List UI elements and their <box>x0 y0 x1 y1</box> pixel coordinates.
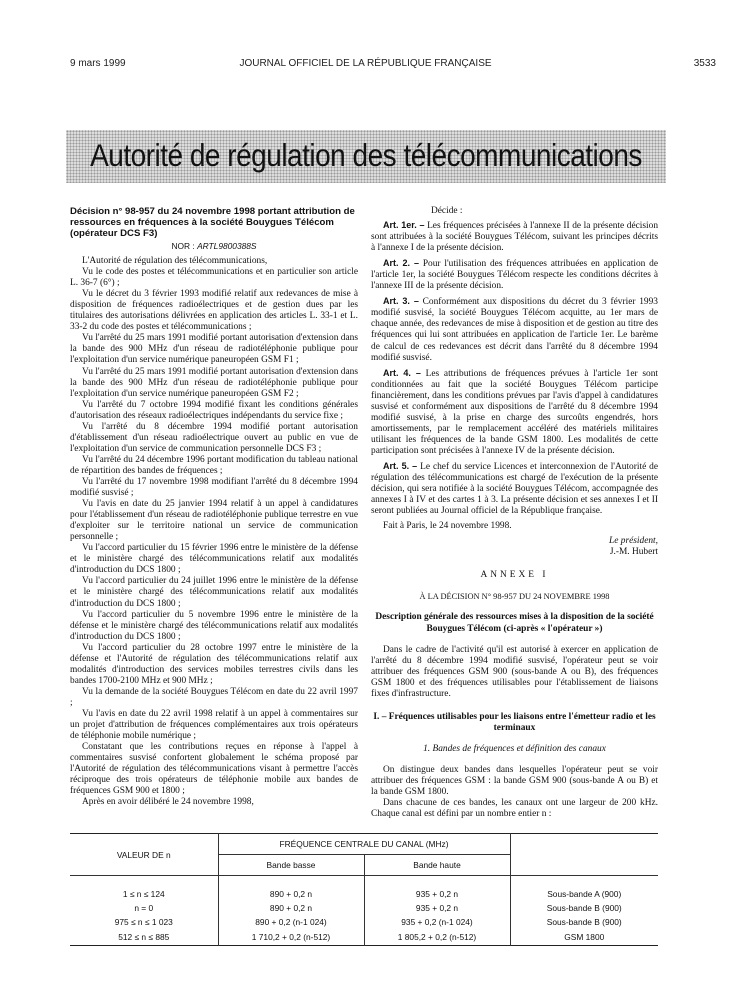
preamble-paragraph: Vu l'arrêté du 17 novembre 1998 modifiant l'arrêté du 8 décembre 1994 modifié susvisé ; <box>70 476 358 499</box>
preamble-paragraph: Vu la demande de la société Bouygues Télécom en date du 22 avril 1997 ; <box>70 686 358 708</box>
table-row <box>70 915 658 929</box>
article-4 <box>371 368 658 457</box>
preamble-paragraph: Vu l'accord particulier du 24 juillet 1996 entre le ministère de la défense et le ministère chargé des télécommunications relatif aux modalités d'introduction du DCS 1800 ; <box>70 576 358 609</box>
article-5 <box>371 461 658 517</box>
article-text: Les attributions de fréquences prévues à l'article 1er sont conditionnées au fait que la société Bouygues Télécom participe financièrement, dans les conditions prévues par l'avis d'appel à candidatures susvisé et conformément aux dispositions de l'arrêté du 8 décembre 1994 modifié susvisé, à la prise en charge des surcoûts engendrés, hors amortissements, par le remplacement accéléré des matériels militaires utilisant les fréquences de la bande GSM 1800. Les modalités de cette participation sont précisées à l'annexe IV de la présente décision. <box>371 368 658 456</box>
article-text: Pour l'utilisation des fréquences attribuées en application de l'article 1er, la société Bouygues Télécom respecte les conditions décrites à l'annexe III de la présente décision. <box>371 259 658 292</box>
annex-heading: ANNEXE I <box>480 570 549 581</box>
preamble-paragraph: Vu l'arrêté du 7 octobre 1994 modifié fixant les conditions générales d'autorisation des réseaux radioélectriques indépendants du service fixe ; <box>70 399 358 421</box>
header-date: 9 mars 1999 <box>70 58 126 69</box>
preamble-paragraph: Vu l'avis en date du 25 janvier 1994 relatif à un appel à candidatures pour l'établissement d'un réseau de radiotéléphonie publique terrestre en vue d'exploiter sur le territoire national un service de communication personnelle ; <box>70 499 358 543</box>
cell-range: n = 0 <box>70 901 218 915</box>
page-number: 3533 <box>693 58 716 69</box>
authority-banner <box>66 130 666 183</box>
cell-range: 1 ≤ n ≤ 124 <box>70 887 218 901</box>
left-column <box>70 206 358 808</box>
cell-band: Sous-bande A (900) <box>547 889 622 899</box>
article-label: Art. 2. – <box>383 258 419 269</box>
preamble-paragraph: Vu le décret du 3 février 1993 modifié relatif aux redevances de mise à disposition de fréquences radioélectriques et de gestion dues par les titulaires des autorisations délivrées en application des articles L. 33-1 et L. 33-2 du code des postes et télécommunications ; <box>70 289 358 333</box>
preamble-paragraph: Vu l'avis en date du 22 avril 1998 relatif à un appel à commentaires sur un projet d'attribution de fréquences complémentaires aux trois opérateurs de téléphonie mobile numérique ; <box>70 708 358 742</box>
annex-intro: Dans le cadre de l'activité qu'il est autorisé à exercer en application de l'arrêté du 8 décembre 1994 modifié susvisé, l'opérateur peut se voir attribuer des fréquences GSM 900 (sous-bande A ou B), des fréquences GSM 1800 et des fréquences utilisables pour l'établissement de liaisons fixes d'infrastructure. <box>371 644 658 699</box>
preamble-paragraph: Vu l'accord particulier du 5 novembre 1996 entre le ministère de la défense et le ministère chargé des télécommunications relatif aux modalités d'introduction du DCS 1800 ; <box>70 609 358 642</box>
cell-high: 1 805,2 + 0,2 (n-512) <box>364 929 510 946</box>
annex-paragraph: On distingue deux bandes dans lesquelles l'opérateur peut se voir attribuer des fréquences GSM : la bande GSM 900 (sous-bande A ou B) et la bande GSM 1800. <box>371 764 658 798</box>
article-1 <box>371 220 658 254</box>
cell-range: 512 ≤ n ≤ 885 <box>70 929 218 946</box>
banner-title: Autorité de régulation des télécommunications <box>90 138 642 173</box>
decision-title: Décision n° 98-957 du 24 novembre 1998 portant attribution de ressources en fréquences à la société Bouygues Télécom (opérateur DCS F3) <box>70 206 355 239</box>
done-at: Fait à Paris, le 24 novembre 1998. <box>383 521 512 532</box>
cell-high: 935 + 0,2 n <box>364 887 510 901</box>
column-header-n: VALEUR DE n <box>70 834 218 876</box>
cell-low: 890 + 0,2 (n-1 024) <box>218 915 364 929</box>
cell-high: 935 + 0,2 (n-1 024) <box>364 915 510 929</box>
column-group-header: FRÉQUENCE CENTRALE DU CANAL (MHz) <box>218 834 510 855</box>
preamble-paragraph: Vu l'arrêté du 25 mars 1991 modifié portant autorisation d'extension dans la bande des 900 MHz d'un réseau de radiotéléphonie publique pour l'exploitation d'un service numérique paneuropéen GSM F2 ; <box>70 366 358 399</box>
article-text: Les fréquences précisées à l'annexe II de la présente décision sont attribuées à la société Bouygues Télécom, suivant les principes décrits à l'annexe I de la présente décision. <box>371 221 659 254</box>
signature-name: J.-M. Hubert <box>609 547 658 558</box>
cell-range: 975 ≤ n ≤ 1 023 <box>70 915 218 929</box>
annex-paragraph: Dans chacune de ces bandes, les canaux ont une largeur de 200 kHz. Chaque canal est défini par un nombre entier n : <box>371 798 658 820</box>
nor-label: NOR : <box>171 241 195 251</box>
table-row <box>70 929 658 946</box>
preamble-paragraph: L'Autorité de régulation des télécommunications, <box>82 256 268 267</box>
article-text: Le chef du service Licences et interconnexion de l'Autorité de régulation des télécommunications est chargé de l'exécution de la présente décision, qui sera notifiée à la société Bouygues Télécom, accompagnée des annexes I à IV et des cartes 1 à 3. La présente décision et ses annexes I et II seront publiées au Journal officiel de la République française. <box>371 461 659 517</box>
cell-low: 890 + 0,2 n <box>218 887 364 901</box>
journal-title: JOURNAL OFFICIEL DE LA RÉPUBLIQUE FRANÇAISE <box>239 58 492 69</box>
preamble <box>70 256 358 808</box>
right-column <box>371 206 658 820</box>
decide-heading: Décide : <box>431 206 463 216</box>
column-header-low: Bande basse <box>218 855 364 876</box>
annex-title: Description générale des ressources mises à la disposition de la société Bouygues Télécom (ci-après « l'opérateur ») <box>375 612 654 634</box>
cell-low: 890 + 0,2 n <box>218 901 364 915</box>
nor-code: ARTL9800388S <box>197 241 257 251</box>
article-2 <box>371 258 658 292</box>
table-row <box>70 901 658 915</box>
preamble-paragraph: Vu l'accord particulier du 15 février 1996 entre le ministère de la défense et le ministère chargé des télécommunications relatif aux modalités d'introduction du DCS 1800 ; <box>70 543 358 576</box>
frequency-table <box>70 833 658 946</box>
table-row <box>70 887 658 901</box>
cell-high: 935 + 0,2 n <box>364 901 510 915</box>
annex-subheading: À LA DÉCISION N° 98-957 DU 24 NOVEMBRE 1998 <box>419 592 610 602</box>
signature-title: Le président, <box>609 536 658 547</box>
preamble-paragraph: Vu l'arrêté du 25 mars 1991 modifié portant autorisation d'extension dans la bande des 900 MHz d'un réseau de radiotéléphonie publique pour l'exploitation d'un service numérique paneuropéen GSM F1 ; <box>70 333 358 366</box>
article-label: Art. 3. – <box>383 296 419 307</box>
preamble-paragraph: Vu l'accord particulier du 28 octobre 1997 entre le ministère de la défense et l'Autorité de régulation des télécommunications relatif aux modalités d'introduction des services mobiles terrestres civils dans les bandes 1700-2100 MHz et 900 MHz ; <box>70 642 358 686</box>
cell-band: Sous-bande B (900) <box>546 903 622 913</box>
preamble-paragraph: Vu l'arrêté du 24 décembre 1996 portant modification du tableau national de répartition des bandes de fréquences ; <box>70 454 358 476</box>
section-title: I. – Fréquences utilisables pour les liaisons entre l'émetteur radio et les terminaux <box>373 711 656 733</box>
article-3 <box>371 296 658 363</box>
column-header-high: Bande haute <box>364 855 510 876</box>
article-label: Art. 1er. – <box>383 220 425 231</box>
preamble-paragraph: Vu l'arrêté du 8 décembre 1994 modifié portant autorisation d'établissement d'un réseau radioélectrique ouvert au public en vue de l'exploitation d'un service de communication personnelle DCS F3 ; <box>70 421 358 454</box>
preamble-paragraph: Vu le code des postes et télécommunications et en particulier son article L. 36-7 (6°) ; <box>70 267 358 289</box>
cell-band: Sous-bande B (900) <box>546 917 622 927</box>
subsection-title: 1. Bandes de fréquences et définition des canaux <box>423 743 606 754</box>
nor-reference <box>70 241 358 252</box>
article-label: Art. 4. – <box>383 367 421 378</box>
cell-low: 1 710,2 + 0,2 (n-512) <box>218 929 364 946</box>
preamble-paragraph: Après en avoir délibéré le 24 novembre 1998, <box>82 797 254 808</box>
preamble-paragraph: Constatant que les contributions reçues en réponse à l'appel à commentaires susvisé confortent globalement le schéma proposé par l'Autorité de régulation des télécommunications visant à permettre l'accès réciproque des trois opérateurs de téléphonie mobile aux bandes de fréquences GSM 900 et 1800 ; <box>70 742 358 797</box>
article-label: Art. 5. – <box>383 460 418 471</box>
article-text: Conformément aux dispositions du décret du 3 février 1993 modifié susvisé, la société Bouygues Télécom acquitte, au 1er mars de chaque année, des redevances de mise à disposition et de gestion au titre des fréquences qui lui sont attribuées en application de l'article 1er. Le barème de calcul de ces redevances est décrit dans l'arrêté du 8 décembre 1994 modifié susvisé. <box>371 297 658 363</box>
cell-band: GSM 1800 <box>564 932 605 942</box>
